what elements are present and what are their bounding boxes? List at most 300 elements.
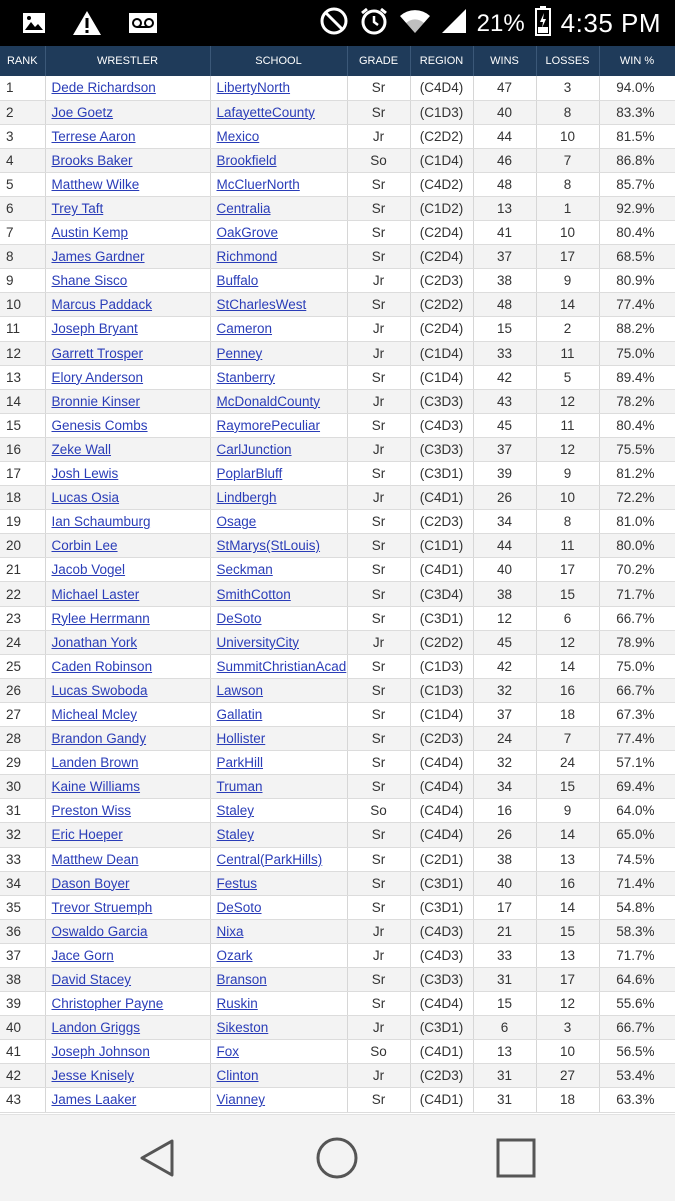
image-icon xyxy=(22,11,46,40)
signal-icon xyxy=(441,8,467,39)
losses-cell: 11 xyxy=(536,341,599,365)
table-row xyxy=(0,654,675,678)
school-link[interactable]: Centralia xyxy=(216,201,271,217)
wins-cell: 31 xyxy=(473,1088,536,1112)
wrestler-link[interactable]: Joseph Bryant xyxy=(51,321,138,337)
rank-cell: 33 xyxy=(0,847,45,871)
col-header-wins[interactable]: WINS xyxy=(473,46,536,76)
table-row xyxy=(0,269,675,293)
col-header-region[interactable]: REGION xyxy=(410,46,473,76)
school-cell xyxy=(210,245,347,269)
table-row xyxy=(0,76,675,100)
wrestler-cell xyxy=(45,967,210,991)
win-pct-cell: 71.7% xyxy=(599,943,675,967)
school-cell xyxy=(210,582,347,606)
region-cell: (C2D3) xyxy=(410,510,473,534)
school-link[interactable]: Lindbergh xyxy=(216,490,277,506)
school-cell xyxy=(210,799,347,823)
wrestler-link[interactable]: Ian Schaumburg xyxy=(51,514,151,530)
rank-cell: 18 xyxy=(0,486,45,510)
grade-cell: Sr xyxy=(347,100,410,124)
rank-cell: 23 xyxy=(0,606,45,630)
wrestler-cell xyxy=(45,269,210,293)
wrestler-cell xyxy=(45,76,210,100)
rank-cell: 9 xyxy=(0,269,45,293)
col-header-win-pct[interactable]: WIN % xyxy=(599,46,675,76)
school-link[interactable]: Osage xyxy=(216,514,257,530)
wins-cell: 42 xyxy=(473,654,536,678)
grade-cell: Jr xyxy=(347,269,410,293)
table-row xyxy=(0,919,675,943)
table-row xyxy=(0,1040,675,1064)
wrestler-cell xyxy=(45,534,210,558)
region-cell: (C2D4) xyxy=(410,245,473,269)
system-icons xyxy=(319,6,661,41)
region-cell: (C2D4) xyxy=(410,221,473,245)
table-row xyxy=(0,462,675,486)
wrestler-cell xyxy=(45,919,210,943)
table-row xyxy=(0,847,675,871)
win-pct-cell: 56.5% xyxy=(599,1040,675,1064)
wins-cell: 15 xyxy=(473,992,536,1016)
win-pct-cell: 75.5% xyxy=(599,437,675,461)
wifi-icon xyxy=(399,8,431,39)
school-link[interactable]: Ruskin xyxy=(216,996,258,1012)
rank-cell: 17 xyxy=(0,462,45,486)
wins-cell: 12 xyxy=(473,606,536,630)
table-row xyxy=(0,727,675,751)
home-icon[interactable] xyxy=(313,1135,361,1181)
rank-cell: 29 xyxy=(0,751,45,775)
school-link[interactable]: Seckman xyxy=(216,562,273,578)
losses-cell: 15 xyxy=(536,582,599,606)
school-cell xyxy=(210,1064,347,1088)
table-row xyxy=(0,221,675,245)
wrestler-link[interactable]: Elory Anderson xyxy=(51,369,144,385)
region-cell: (C4D4) xyxy=(410,823,473,847)
grade-cell: Sr xyxy=(347,823,410,847)
col-header-school[interactable]: SCHOOL xyxy=(210,46,347,76)
grade-cell: Sr xyxy=(347,510,410,534)
school-link[interactable]: Richmond xyxy=(216,249,278,265)
wrestler-link[interactable]: Kaine Williams xyxy=(51,779,141,795)
losses-cell: 16 xyxy=(536,678,599,702)
wins-cell: 33 xyxy=(473,341,536,365)
wrestler-cell xyxy=(45,992,210,1016)
school-link[interactable]: ParkHill xyxy=(216,755,264,771)
col-header-losses[interactable]: LOSSES xyxy=(536,46,599,76)
wrestler-cell xyxy=(45,558,210,582)
region-cell: (C3D3) xyxy=(410,389,473,413)
win-pct-cell: 70.2% xyxy=(599,558,675,582)
school-cell xyxy=(210,437,347,461)
table-row xyxy=(0,172,675,196)
notification-icons xyxy=(22,10,158,41)
school-cell xyxy=(210,630,347,654)
school-cell xyxy=(210,1016,347,1040)
win-pct-cell: 80.0% xyxy=(599,534,675,558)
win-pct-cell: 86.8% xyxy=(599,148,675,172)
win-pct-cell: 58.3% xyxy=(599,919,675,943)
school-link[interactable]: Stanberry xyxy=(216,369,276,385)
wrestler-link[interactable]: Shane Sisco xyxy=(51,273,128,289)
wrestler-link[interactable]: Austin Kemp xyxy=(51,225,129,241)
school-link[interactable]: Clinton xyxy=(216,1068,259,1084)
col-header-wrestler[interactable]: WRESTLER xyxy=(45,46,210,76)
wrestler-link[interactable]: Micheal Mcley xyxy=(51,706,138,722)
table-body xyxy=(0,76,675,1112)
losses-cell: 10 xyxy=(536,1040,599,1064)
win-pct-cell: 75.0% xyxy=(599,654,675,678)
region-cell: (C3D1) xyxy=(410,606,473,630)
region-cell: (C2D2) xyxy=(410,124,473,148)
wrestler-link[interactable]: Trevor Struemph xyxy=(51,899,153,915)
wrestler-link[interactable]: Marcus Paddack xyxy=(51,297,153,313)
wrestler-link[interactable]: Jace Gorn xyxy=(51,947,114,963)
school-link[interactable]: RaymorePeculiar xyxy=(216,417,321,433)
wins-cell: 24 xyxy=(473,727,536,751)
grade-cell: Sr xyxy=(347,847,410,871)
wrestler-link[interactable]: Christopher Payne xyxy=(51,996,164,1012)
wrestler-link[interactable]: Garrett Trosper xyxy=(51,345,144,361)
school-link[interactable]: Nixa xyxy=(216,923,244,939)
wrestler-link[interactable]: Genesis Combs xyxy=(51,417,148,433)
wins-cell: 32 xyxy=(473,751,536,775)
win-pct-cell: 66.7% xyxy=(599,678,675,702)
region-cell: (C3D4) xyxy=(410,582,473,606)
wrestler-cell xyxy=(45,751,210,775)
school-link[interactable]: Cameron xyxy=(216,321,273,337)
losses-cell: 2 xyxy=(536,317,599,341)
rankings-table-container[interactable] xyxy=(0,46,675,1114)
grade-cell: Sr xyxy=(347,558,410,582)
table-row xyxy=(0,1064,675,1088)
back-icon[interactable] xyxy=(134,1135,182,1181)
wrestler-cell xyxy=(45,702,210,726)
wins-cell: 37 xyxy=(473,702,536,726)
school-link[interactable]: UniversityCity xyxy=(216,634,300,650)
wrestler-link[interactable]: Landen Brown xyxy=(51,755,139,771)
school-cell xyxy=(210,678,347,702)
wins-cell: 43 xyxy=(473,389,536,413)
losses-cell: 17 xyxy=(536,558,599,582)
wrestler-cell xyxy=(45,462,210,486)
school-link[interactable]: DeSoto xyxy=(216,899,262,915)
losses-cell: 7 xyxy=(536,727,599,751)
table-row xyxy=(0,293,675,317)
wrestler-link[interactable]: Landon Griggs xyxy=(51,1020,141,1036)
school-link[interactable]: CarlJunction xyxy=(216,441,292,457)
table-row xyxy=(0,534,675,558)
wins-cell: 44 xyxy=(473,124,536,148)
school-link[interactable]: Staley xyxy=(216,803,255,819)
rank-cell: 10 xyxy=(0,293,45,317)
rank-cell: 40 xyxy=(0,1016,45,1040)
school-link[interactable]: Brookfield xyxy=(216,152,277,168)
table-row xyxy=(0,943,675,967)
losses-cell: 15 xyxy=(536,919,599,943)
losses-cell: 18 xyxy=(536,1088,599,1112)
school-link[interactable]: Staley xyxy=(216,827,255,843)
region-cell: (C2D4) xyxy=(410,317,473,341)
rank-cell: 1 xyxy=(0,76,45,100)
col-header-rank[interactable]: RANK xyxy=(0,46,45,76)
rank-cell: 31 xyxy=(0,799,45,823)
win-pct-cell: 80.4% xyxy=(599,221,675,245)
wins-cell: 48 xyxy=(473,172,536,196)
school-cell xyxy=(210,341,347,365)
losses-cell: 27 xyxy=(536,1064,599,1088)
school-link[interactable]: Festus xyxy=(216,875,258,891)
wins-cell: 16 xyxy=(473,799,536,823)
wrestler-link[interactable]: Dede Richardson xyxy=(51,80,156,96)
grade-cell: Jr xyxy=(347,124,410,148)
region-cell: (C3D1) xyxy=(410,462,473,486)
win-pct-cell: 83.3% xyxy=(599,100,675,124)
school-cell xyxy=(210,269,347,293)
wins-cell: 37 xyxy=(473,437,536,461)
table-row xyxy=(0,1016,675,1040)
wrestler-link[interactable]: Lucas Swoboda xyxy=(51,682,148,698)
school-link[interactable]: SummitChristianAcad xyxy=(216,658,347,674)
grade-cell: So xyxy=(347,1040,410,1064)
wrestler-link[interactable]: Dason Boyer xyxy=(51,875,130,891)
wrestler-link[interactable]: Brandon Gandy xyxy=(51,731,147,747)
losses-cell: 18 xyxy=(536,702,599,726)
wrestler-cell xyxy=(45,1064,210,1088)
region-cell: (C1D2) xyxy=(410,196,473,220)
table-row xyxy=(0,630,675,654)
rank-cell: 2 xyxy=(0,100,45,124)
losses-cell: 12 xyxy=(536,630,599,654)
wrestler-link[interactable]: Trey Taft xyxy=(51,201,104,217)
grade-cell: Sr xyxy=(347,221,410,245)
school-cell xyxy=(210,1088,347,1112)
wins-cell: 34 xyxy=(473,775,536,799)
wrestler-cell xyxy=(45,245,210,269)
grade-cell: So xyxy=(347,799,410,823)
school-link[interactable]: Buffalo xyxy=(216,273,259,289)
losses-cell: 9 xyxy=(536,462,599,486)
grade-cell: So xyxy=(347,148,410,172)
rank-cell: 43 xyxy=(0,1088,45,1112)
region-cell: (C2D3) xyxy=(410,1064,473,1088)
win-pct-cell: 71.7% xyxy=(599,582,675,606)
school-link[interactable]: Sikeston xyxy=(216,1020,269,1036)
school-link[interactable]: LibertyNorth xyxy=(216,80,291,96)
rank-cell: 28 xyxy=(0,727,45,751)
grade-cell: Sr xyxy=(347,967,410,991)
wrestler-link[interactable]: Brooks Baker xyxy=(51,152,133,168)
region-cell: (C4D4) xyxy=(410,775,473,799)
table-row xyxy=(0,775,675,799)
region-cell: (C3D3) xyxy=(410,967,473,991)
wrestler-link[interactable]: Lucas Osia xyxy=(51,490,120,506)
losses-cell: 3 xyxy=(536,1016,599,1040)
grade-cell: Sr xyxy=(347,534,410,558)
recents-icon[interactable] xyxy=(492,1135,540,1181)
losses-cell: 9 xyxy=(536,269,599,293)
grade-cell: Jr xyxy=(347,317,410,341)
table-row xyxy=(0,558,675,582)
win-pct-cell: 69.4% xyxy=(599,775,675,799)
school-cell xyxy=(210,606,347,630)
school-link[interactable]: StCharlesWest xyxy=(216,297,307,313)
wrestler-link[interactable]: Jonathan York xyxy=(51,634,138,650)
losses-cell: 12 xyxy=(536,437,599,461)
region-cell: (C4D4) xyxy=(410,76,473,100)
wrestler-link[interactable]: Jesse Knisely xyxy=(51,1068,135,1084)
wrestler-link[interactable]: Josh Lewis xyxy=(51,466,119,482)
rank-cell: 11 xyxy=(0,317,45,341)
grade-cell: Sr xyxy=(347,606,410,630)
school-cell xyxy=(210,293,347,317)
wrestler-cell xyxy=(45,124,210,148)
table-row xyxy=(0,606,675,630)
wins-cell: 31 xyxy=(473,967,536,991)
wrestler-link[interactable]: Michael Laster xyxy=(51,586,140,602)
wrestler-link[interactable]: Eric Hoeper xyxy=(51,827,123,843)
wrestler-cell xyxy=(45,341,210,365)
school-link[interactable]: Truman xyxy=(216,779,263,795)
wrestler-cell xyxy=(45,293,210,317)
wrestler-link[interactable]: Matthew Dean xyxy=(51,851,139,867)
wrestler-link[interactable]: Matthew Wilke xyxy=(51,176,140,192)
wrestler-link[interactable]: Zeke Wall xyxy=(51,441,112,457)
wins-cell: 33 xyxy=(473,943,536,967)
losses-cell: 14 xyxy=(536,654,599,678)
losses-cell: 1 xyxy=(536,196,599,220)
rank-cell: 19 xyxy=(0,510,45,534)
wrestler-cell xyxy=(45,582,210,606)
table-row xyxy=(0,437,675,461)
rank-cell: 21 xyxy=(0,558,45,582)
table-row xyxy=(0,678,675,702)
wins-cell: 42 xyxy=(473,365,536,389)
rank-cell: 37 xyxy=(0,943,45,967)
wrestler-link[interactable]: David Stacey xyxy=(51,972,132,988)
school-link[interactable]: OakGrove xyxy=(216,225,279,241)
school-link[interactable]: Hollister xyxy=(216,731,266,747)
wrestler-cell xyxy=(45,510,210,534)
wrestler-link[interactable]: James Gardner xyxy=(51,249,145,265)
wins-cell: 34 xyxy=(473,510,536,534)
school-link[interactable]: Vianney xyxy=(216,1092,266,1108)
wins-cell: 13 xyxy=(473,1040,536,1064)
wrestler-link[interactable]: Joseph Johnson xyxy=(51,1044,150,1060)
losses-cell: 7 xyxy=(536,148,599,172)
region-cell: (C4D3) xyxy=(410,943,473,967)
voicemail-icon xyxy=(128,12,158,39)
school-link[interactable]: McCluerNorth xyxy=(216,176,300,192)
wrestler-link[interactable]: Caden Robinson xyxy=(51,658,153,674)
school-link[interactable]: Lawson xyxy=(216,682,264,698)
wins-cell: 13 xyxy=(473,196,536,220)
win-pct-cell: 57.1% xyxy=(599,751,675,775)
region-cell: (C1D4) xyxy=(410,341,473,365)
wrestler-link[interactable]: Joe Goetz xyxy=(51,104,114,120)
wrestler-link[interactable]: Rylee Herrmann xyxy=(51,610,150,626)
school-cell xyxy=(210,317,347,341)
rank-cell: 16 xyxy=(0,437,45,461)
region-cell: (C2D3) xyxy=(410,269,473,293)
school-link[interactable]: McDonaldCounty xyxy=(216,393,321,409)
school-link[interactable]: LafayetteCounty xyxy=(216,104,315,120)
rank-cell: 8 xyxy=(0,245,45,269)
wins-cell: 15 xyxy=(473,317,536,341)
school-link[interactable]: Ozark xyxy=(216,947,253,963)
wrestler-link[interactable]: James Laaker xyxy=(51,1092,137,1108)
table-row xyxy=(0,1088,675,1112)
wrestler-cell xyxy=(45,799,210,823)
school-cell xyxy=(210,943,347,967)
region-cell: (C4D4) xyxy=(410,799,473,823)
school-link[interactable]: Fox xyxy=(216,1044,240,1060)
school-link[interactable]: SmithCotton xyxy=(216,586,291,602)
wrestler-link[interactable]: Oswaldo Garcia xyxy=(51,923,148,939)
rank-cell: 26 xyxy=(0,678,45,702)
region-cell: (C4D4) xyxy=(410,751,473,775)
wrestler-cell xyxy=(45,895,210,919)
school-cell xyxy=(210,775,347,799)
region-cell: (C1D4) xyxy=(410,365,473,389)
win-pct-cell: 74.5% xyxy=(599,847,675,871)
table-row xyxy=(0,341,675,365)
wins-cell: 40 xyxy=(473,100,536,124)
wrestler-link[interactable]: Terrese Aaron xyxy=(51,128,136,144)
school-cell xyxy=(210,919,347,943)
school-link[interactable]: Penney xyxy=(216,345,263,361)
wins-cell: 38 xyxy=(473,582,536,606)
school-cell xyxy=(210,751,347,775)
win-pct-cell: 53.4% xyxy=(599,1064,675,1088)
school-link[interactable]: PoplarBluff xyxy=(216,466,283,482)
region-cell: (C1D1) xyxy=(410,534,473,558)
battery-percent: 21% xyxy=(476,9,525,37)
win-pct-cell: 72.2% xyxy=(599,486,675,510)
wrestler-link[interactable]: Jacob Vogel xyxy=(51,562,126,578)
school-link[interactable]: Branson xyxy=(216,972,267,988)
wins-cell: 21 xyxy=(473,919,536,943)
rank-cell: 35 xyxy=(0,895,45,919)
rank-cell: 24 xyxy=(0,630,45,654)
rank-cell: 15 xyxy=(0,413,45,437)
school-link[interactable]: StMarys(StLouis) xyxy=(216,538,321,554)
table-row xyxy=(0,582,675,606)
wrestler-cell xyxy=(45,727,210,751)
rank-cell: 6 xyxy=(0,196,45,220)
school-link[interactable]: Central(ParkHills) xyxy=(216,851,323,867)
school-cell xyxy=(210,413,347,437)
school-link[interactable]: Mexico xyxy=(216,128,260,144)
wins-cell: 46 xyxy=(473,148,536,172)
table-row xyxy=(0,992,675,1016)
col-header-grade[interactable]: GRADE xyxy=(347,46,410,76)
grade-cell: Sr xyxy=(347,895,410,919)
school-link[interactable]: Gallatin xyxy=(216,706,263,722)
wrestler-link[interactable]: Corbin Lee xyxy=(51,538,118,554)
rank-cell: 3 xyxy=(0,124,45,148)
school-link[interactable]: DeSoto xyxy=(216,610,262,626)
rank-cell: 20 xyxy=(0,534,45,558)
win-pct-cell: 92.9% xyxy=(599,196,675,220)
losses-cell: 9 xyxy=(536,799,599,823)
wrestler-link[interactable]: Bronnie Kinser xyxy=(51,393,141,409)
wrestler-link[interactable]: Preston Wiss xyxy=(51,803,132,819)
grade-cell: Jr xyxy=(347,1064,410,1088)
grade-cell: Sr xyxy=(347,727,410,751)
wins-cell: 39 xyxy=(473,462,536,486)
